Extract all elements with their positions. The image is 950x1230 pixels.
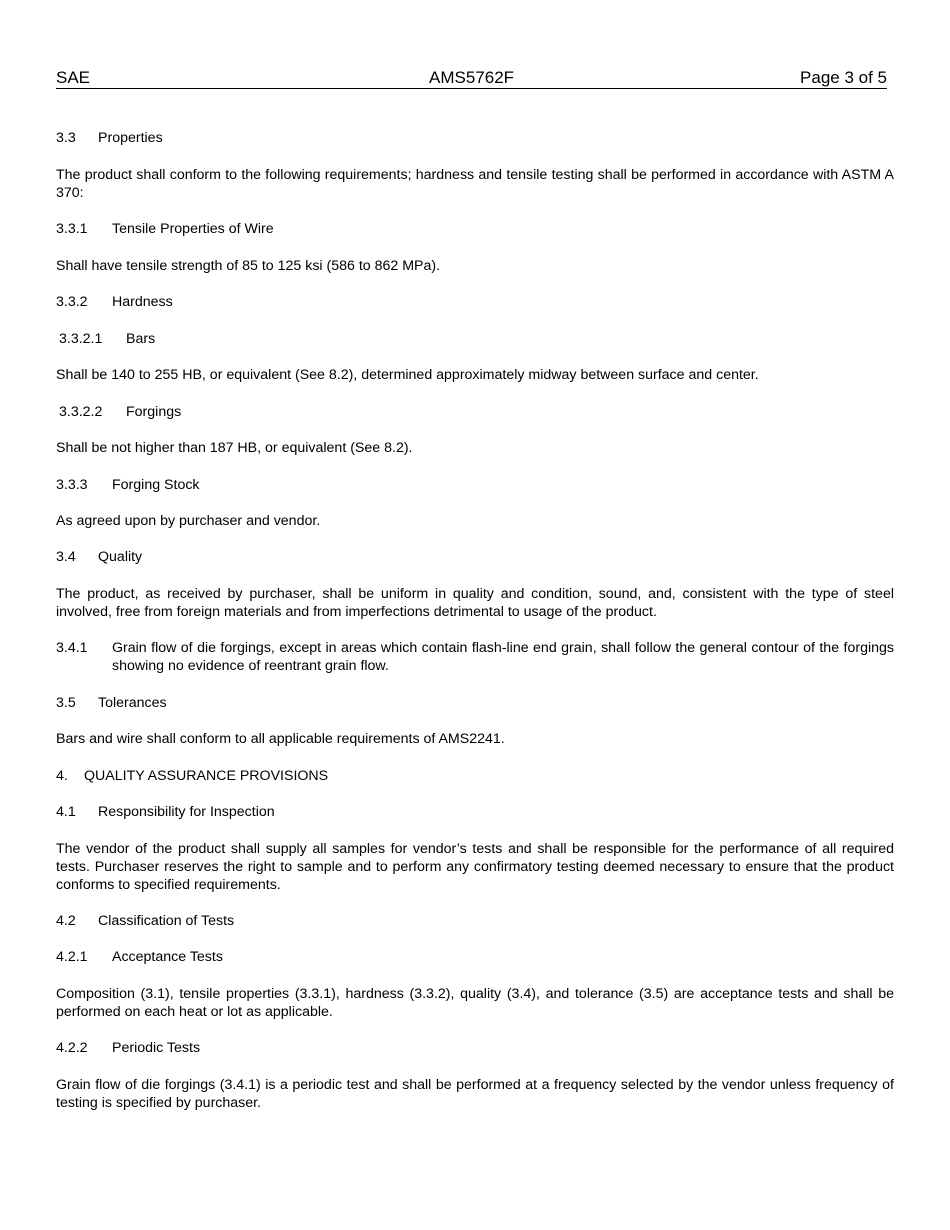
section-heading-4-2-2: 4.2.2 Periodic Tests <box>56 1040 201 1056</box>
section-heading-4-1: 4.1 Responsibility for Inspection <box>56 804 275 820</box>
section-heading-4-2-1: 4.2.1 Acceptance Tests <box>56 949 223 965</box>
section-heading-3-3-2-1: 3.3.2.1 Bars <box>59 331 156 347</box>
section-heading-3-3-1: 3.3.1 Tensile Properties of Wire <box>56 221 274 237</box>
header-org: SAE <box>56 68 91 87</box>
paragraph-3-3-3: As agreed upon by purchaser and vendor. <box>56 513 321 529</box>
section-heading-3-5: 3.5 Tolerances <box>56 695 167 711</box>
paragraph-3-4: The product, as received by purchaser, shall be uniform in quality and condition, sound, and, consistent with the type of steel involved, free from foreign materials and from imperfections detrimental to usage of the product. <box>56 586 894 620</box>
header-doc-number: AMS5762F <box>429 68 515 87</box>
paragraph-4-2-2: Grain flow of die forgings (3.4.1) is a periodic test and shall be performed at a frequency selected by the vendor unless frequency of testing is specified by purchaser. <box>56 1077 894 1111</box>
paragraph-3-5: Bars and wire shall conform to all applicable requirements of AMS2241. <box>56 731 505 747</box>
section-heading-3-4: 3.4 Quality <box>56 549 143 565</box>
clause-3-4-1-text: Grain flow of die forgings, except in areas which contain flash-line end grain, shall follow the general contour of the forgings showing no evidence of reentrant grain flow. <box>112 640 894 674</box>
section-heading-4-2: 4.2 Classification of Tests <box>56 913 235 929</box>
section-heading-3-3-2-2: 3.3.2.2 Forgings <box>59 404 182 420</box>
section-heading-4: 4. QUALITY ASSURANCE PROVISIONS <box>56 768 329 784</box>
page-header <box>56 68 887 89</box>
paragraph-4-1: The vendor of the product shall supply all samples for vendor’s tests and shall be responsible for the performance of all required tests. Purchaser reserves the right to sample and to perform any confirmatory testing deemed necessary to ensure that the product conforms to specified requirements. <box>56 841 894 893</box>
section-heading-3-3-2: 3.3.2 Hardness <box>56 294 173 310</box>
paragraph-3-3-1: Shall have tensile strength of 85 to 125 ksi (586 to 862 MPa). <box>56 258 441 274</box>
paragraph-3-3: The product shall conform to the following requirements; hardness and tensile testing shall be performed in accordance with ASTM A 370: <box>56 167 894 201</box>
paragraph-3-3-2-1: Shall be 140 to 255 HB, or equivalent (See 8.2), determined approximately midway between surface and center. <box>56 367 759 383</box>
section-heading-3-3-3: 3.3.3 Forging Stock <box>56 477 200 493</box>
section-heading-3-3: 3.3 Properties <box>56 130 163 146</box>
clause-3-4-1: 3.4.1 Grain flow of die forgings, except in areas which contain flash-line end grain, shall follow the general contour of the forgings showing no evidence of reentrant grain flow. <box>56 640 894 674</box>
paragraph-3-3-2-2: Shall be not higher than 187 HB, or equivalent (See 8.2). <box>56 440 413 456</box>
paragraph-4-2-1: Composition (3.1), tensile properties (3.3.1), hardness (3.3.2), quality (3.4), and tolerance (3.5) are acceptance tests and shall be performed on each heat or lot as applicable. <box>56 986 894 1020</box>
header-page-number: Page 3 of 5 <box>800 68 887 87</box>
